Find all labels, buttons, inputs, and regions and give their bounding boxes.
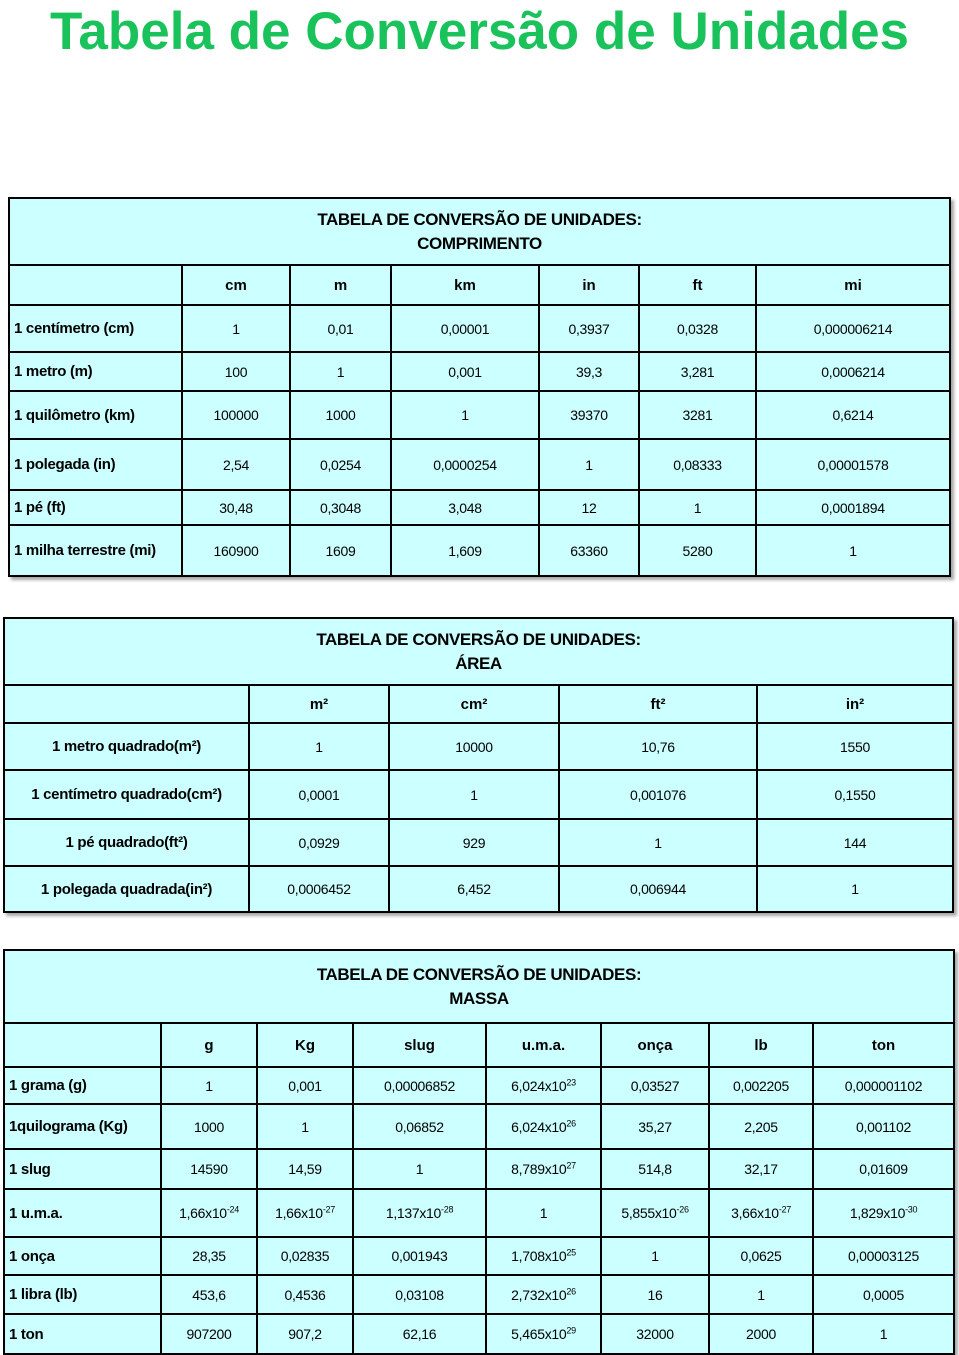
row-label: 1 onça xyxy=(4,1237,161,1275)
table-cell xyxy=(486,1104,601,1149)
column-header: slug xyxy=(353,1023,486,1067)
cell-value: 5,465x10 xyxy=(511,1326,567,1342)
table-row xyxy=(4,1189,954,1237)
table-cell: 39,3 xyxy=(539,352,639,391)
table-row xyxy=(4,1104,954,1149)
cell-value: 0,4536 xyxy=(284,1286,326,1303)
table-cell xyxy=(486,1275,601,1314)
cell-value: 1 xyxy=(539,1205,548,1221)
table-cell: 0,001076 xyxy=(559,770,757,819)
cell-exponent: 23 xyxy=(566,1076,576,1087)
column-header: m xyxy=(290,265,391,305)
table-cell: 144 xyxy=(757,819,953,866)
table-cell: 1 xyxy=(639,490,756,525)
cell-exponent: -30 xyxy=(905,1204,918,1215)
table-cell: 0,001 xyxy=(391,352,539,391)
table-cell: 0,1550 xyxy=(757,770,953,819)
table-row xyxy=(9,439,950,490)
table-cell: 1 xyxy=(391,391,539,439)
table-cell: 6,452 xyxy=(389,866,559,912)
table-caption xyxy=(4,618,953,685)
table-cell: 0,00001578 xyxy=(756,439,950,490)
cell-value: 16 xyxy=(647,1286,663,1303)
table-cell xyxy=(353,1189,486,1237)
table-row xyxy=(4,819,953,866)
table-row xyxy=(9,490,950,525)
table-cell: 10,76 xyxy=(559,723,757,770)
column-header: onça xyxy=(601,1023,709,1067)
cell-value: 0,001943 xyxy=(391,1248,448,1264)
table-cell: 0,6214 xyxy=(756,391,950,439)
cell-value: 2,205 xyxy=(744,1118,778,1135)
row-label: 1 milha terrestre (mi) xyxy=(9,525,182,576)
table-cell: 160900 xyxy=(182,525,290,576)
table-caption xyxy=(9,198,950,265)
table-cell: 0,0929 xyxy=(249,819,389,866)
cell-value: 14,59 xyxy=(288,1161,322,1177)
cell-value: 14590 xyxy=(190,1161,228,1177)
column-header: lb xyxy=(709,1023,813,1067)
table-cell xyxy=(161,1149,257,1189)
header-row xyxy=(4,1023,954,1067)
cell-value: 0,01609 xyxy=(859,1161,908,1177)
table-cell xyxy=(601,1314,709,1354)
cell-value: 1 xyxy=(879,1326,888,1342)
table-cell xyxy=(161,1104,257,1149)
table-cell xyxy=(601,1237,709,1275)
table-caption xyxy=(4,950,954,1023)
cell-exponent: -28 xyxy=(441,1204,454,1215)
row-label: 1 metro quadrado(m²) xyxy=(4,723,249,770)
table-cell xyxy=(353,1104,486,1149)
mass-table-body xyxy=(4,1067,954,1354)
caption-line-2: MASSA xyxy=(449,988,509,1008)
column-header: ft xyxy=(639,265,756,305)
column-header: u.m.a. xyxy=(486,1023,601,1067)
cell-value: 0,03108 xyxy=(395,1286,444,1303)
table-cell: 1 xyxy=(389,770,559,819)
table-cell xyxy=(161,1275,257,1314)
row-label: 1 polegada quadrada(in²) xyxy=(4,866,249,912)
table-cell: 1 xyxy=(539,439,639,490)
cell-value: 0,000001102 xyxy=(844,1077,923,1094)
cell-exponent: -27 xyxy=(322,1204,335,1215)
table-cell: 929 xyxy=(389,819,559,866)
cell-value: 2000 xyxy=(746,1326,776,1342)
table-row xyxy=(4,1149,954,1189)
table-cell xyxy=(601,1189,709,1237)
cell-exponent: -24 xyxy=(226,1204,239,1215)
table-cell xyxy=(257,1275,353,1314)
table-row xyxy=(4,1067,954,1104)
table-cell: 0,0001894 xyxy=(756,490,950,525)
table-cell xyxy=(257,1189,353,1237)
cell-value: 1,66x10 xyxy=(275,1205,323,1221)
table-cell: 63360 xyxy=(539,525,639,576)
table-cell xyxy=(353,1067,486,1104)
column-header: cm² xyxy=(389,685,559,723)
table-cell xyxy=(813,1149,954,1189)
cell-value: 1,829x10 xyxy=(849,1205,906,1221)
table-cell xyxy=(353,1237,486,1275)
row-label: 1 pé quadrado(ft²) xyxy=(4,819,249,866)
cell-value: 0,03527 xyxy=(630,1077,680,1094)
table-cell xyxy=(601,1067,709,1104)
cell-value: 0,0005 xyxy=(862,1286,905,1303)
table-cell xyxy=(353,1314,486,1354)
cell-value: 0,00006852 xyxy=(384,1077,455,1094)
table-cell: 0,3937 xyxy=(539,305,639,352)
cell-value: 8,789x10 xyxy=(511,1161,567,1177)
cell-value: 0,00003125 xyxy=(848,1248,919,1264)
table-cell: 39370 xyxy=(539,391,639,439)
table-cell xyxy=(257,1104,353,1149)
row-label: 1 slug xyxy=(4,1149,161,1189)
table-cell: 0,0006214 xyxy=(756,352,950,391)
column-header: in² xyxy=(757,685,953,723)
row-label: 1 grama (g) xyxy=(4,1067,161,1104)
cell-value: 32,17 xyxy=(744,1161,778,1177)
column-header: ton xyxy=(813,1023,954,1067)
cell-value: 3,66x10 xyxy=(731,1205,779,1221)
cell-value: 1,66x10 xyxy=(179,1205,227,1221)
table-cell xyxy=(813,1189,954,1237)
table-cell: 2,54 xyxy=(182,439,290,490)
cell-value: 5,855x10 xyxy=(621,1205,677,1221)
cell-value: 1 xyxy=(651,1248,659,1264)
table-cell xyxy=(257,1149,353,1189)
caption-line-1: TABELA DE CONVERSÃO DE UNIDADES: xyxy=(316,629,641,649)
table-cell xyxy=(813,1104,954,1149)
table-cell: 30,48 xyxy=(182,490,290,525)
caption-line-1: TABELA DE CONVERSÃO DE UNIDADES: xyxy=(316,964,642,984)
cell-value: 1000 xyxy=(194,1118,224,1135)
table-row xyxy=(9,352,950,391)
column-header: Kg xyxy=(257,1023,353,1067)
cell-value: 1 xyxy=(301,1118,309,1135)
header-row xyxy=(4,685,953,723)
cell-exponent: 26 xyxy=(566,1117,576,1128)
cell-value: 32000 xyxy=(636,1326,674,1342)
cell-value: 514,8 xyxy=(638,1161,672,1177)
cell-exponent: -27 xyxy=(778,1204,791,1215)
corner-cell xyxy=(9,265,182,305)
table-cell xyxy=(486,1149,601,1189)
cell-value: 0,02835 xyxy=(280,1248,330,1264)
column-header: in xyxy=(539,265,639,305)
table-row xyxy=(4,1275,954,1314)
table-cell xyxy=(486,1314,601,1354)
row-label: 1 metro (m) xyxy=(9,352,182,391)
caption-line-2: ÁREA xyxy=(455,653,502,673)
row-label: 1 pé (ft) xyxy=(9,490,182,525)
table-cell: 0,0006452 xyxy=(249,866,389,912)
row-label: 1quilograma (Kg) xyxy=(4,1104,161,1149)
table-row xyxy=(9,391,950,439)
table-row xyxy=(4,1314,954,1354)
row-label: 1 libra (lb) xyxy=(4,1275,161,1314)
table-row xyxy=(4,723,953,770)
caption-line-2: COMPRIMENTO xyxy=(417,233,542,253)
page-title: Tabela de Conversão de Unidades xyxy=(49,2,910,61)
table-cell: 0,08333 xyxy=(639,439,756,490)
table-cell: 0,0254 xyxy=(290,439,391,490)
cell-value: 907,2 xyxy=(288,1326,322,1342)
table-cell xyxy=(486,1189,601,1237)
table-cell xyxy=(709,1314,813,1354)
caption-line-1: TABELA DE CONVERSÃO DE UNIDADES: xyxy=(317,209,642,229)
column-header: m² xyxy=(249,685,389,723)
row-label: 1 ton xyxy=(4,1314,161,1354)
cell-value: 62,16 xyxy=(402,1326,437,1342)
table-cell: 12 xyxy=(539,490,639,525)
cell-value: 2,732x10 xyxy=(511,1286,567,1303)
table-row xyxy=(9,305,950,352)
cell-value: 907200 xyxy=(186,1326,232,1342)
table-cell: 100 xyxy=(182,352,290,391)
table-cell xyxy=(257,1314,353,1354)
table-cell: 10000 xyxy=(389,723,559,770)
table-cell xyxy=(161,1237,257,1275)
table-row xyxy=(4,770,953,819)
table-cell xyxy=(161,1067,257,1104)
cell-value: 0,06852 xyxy=(395,1118,444,1135)
table-cell: 5280 xyxy=(639,525,756,576)
row-label: 1 polegada (in) xyxy=(9,439,182,490)
cell-value: 28,35 xyxy=(192,1248,226,1264)
row-label: 1 u.m.a. xyxy=(4,1189,161,1237)
table-cell xyxy=(813,1314,954,1354)
cell-value: 6,024x10 xyxy=(511,1077,567,1094)
table-cell: 0,0000254 xyxy=(391,439,539,490)
table-cell xyxy=(709,1275,813,1314)
table-cell xyxy=(353,1275,486,1314)
table-cell xyxy=(709,1189,813,1237)
row-label: 1 centímetro quadrado(cm²) xyxy=(4,770,249,819)
cell-value: 1 xyxy=(757,1286,765,1303)
table-cell: 1609 xyxy=(290,525,391,576)
table-cell: 1,609 xyxy=(391,525,539,576)
table-cell xyxy=(486,1067,601,1104)
cell-value: 0,001102 xyxy=(856,1118,911,1135)
cell-value: 453,6 xyxy=(192,1286,226,1303)
table-cell: 1550 xyxy=(757,723,953,770)
table-cell: 1 xyxy=(290,352,391,391)
table-row xyxy=(4,866,953,912)
table-row xyxy=(4,1237,954,1275)
cell-value: 0,0625 xyxy=(740,1248,782,1264)
corner-cell xyxy=(4,1023,161,1067)
cell-value: 0,002205 xyxy=(733,1077,789,1094)
table-cell: 100000 xyxy=(182,391,290,439)
table-cell xyxy=(257,1067,353,1104)
column-header: g xyxy=(161,1023,257,1067)
table-cell xyxy=(601,1275,709,1314)
table-cell: 3281 xyxy=(639,391,756,439)
cell-value: 1,708x10 xyxy=(511,1248,567,1264)
table-cell: 0,00001 xyxy=(391,305,539,352)
column-header: km xyxy=(391,265,539,305)
table-cell: 0,3048 xyxy=(290,490,391,525)
cell-exponent: 26 xyxy=(566,1285,576,1296)
area-conversion-table xyxy=(3,617,954,913)
cell-value: 6,024x10 xyxy=(511,1118,567,1135)
table-cell: 0,01 xyxy=(290,305,391,352)
cell-value: 0,001 xyxy=(288,1077,322,1094)
cell-value: 35,27 xyxy=(638,1118,672,1135)
column-header: ft² xyxy=(559,685,757,723)
cell-exponent: 29 xyxy=(566,1325,576,1336)
table-cell xyxy=(709,1149,813,1189)
corner-cell xyxy=(4,685,249,723)
table-cell xyxy=(813,1275,954,1314)
cell-value: 1,137x10 xyxy=(385,1205,442,1221)
header-row xyxy=(9,265,950,305)
table-cell: 3,048 xyxy=(391,490,539,525)
table-cell xyxy=(257,1237,353,1275)
table-cell: 0,0328 xyxy=(639,305,756,352)
table-cell xyxy=(709,1104,813,1149)
column-header: cm xyxy=(182,265,290,305)
table-cell xyxy=(813,1067,954,1104)
table-cell: 1 xyxy=(249,723,389,770)
table-cell xyxy=(486,1237,601,1275)
table-cell: 0,000006214 xyxy=(756,305,950,352)
cell-value: 1 xyxy=(415,1161,424,1177)
cell-value: 1 xyxy=(205,1077,213,1094)
cell-exponent: -26 xyxy=(676,1204,689,1215)
length-conversion-table xyxy=(8,197,951,577)
table-cell: 1000 xyxy=(290,391,391,439)
table-cell: 1 xyxy=(559,819,757,866)
table-cell: 1 xyxy=(182,305,290,352)
table-cell: 3,281 xyxy=(639,352,756,391)
table-cell: 1 xyxy=(757,866,953,912)
table-cell: 1 xyxy=(756,525,950,576)
column-header: mi xyxy=(756,265,950,305)
table-cell xyxy=(813,1237,954,1275)
table-cell xyxy=(601,1149,709,1189)
table-cell xyxy=(601,1104,709,1149)
row-label: 1 centímetro (cm) xyxy=(9,305,182,352)
table-cell xyxy=(161,1314,257,1354)
table-cell xyxy=(709,1067,813,1104)
table-cell xyxy=(353,1149,486,1189)
table-cell: 0,0001 xyxy=(249,770,389,819)
table-cell xyxy=(709,1237,813,1275)
table-cell: 0,006944 xyxy=(559,866,757,912)
table-row xyxy=(9,525,950,576)
cell-exponent: 25 xyxy=(566,1247,576,1258)
mass-conversion-table xyxy=(3,949,955,1355)
cell-exponent: 27 xyxy=(566,1160,576,1171)
row-label: 1 quilômetro (km) xyxy=(9,391,182,439)
table-cell xyxy=(161,1189,257,1237)
